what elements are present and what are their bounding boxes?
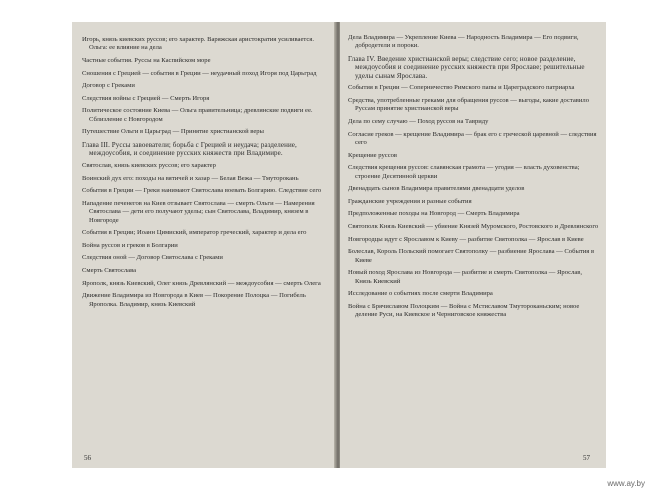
toc-entry: Договор с Греками — [82, 82, 135, 90]
toc-entry: Сношения с Грецией — события в Греции — неудачный поход Игоря под Царьград — [82, 69, 317, 77]
left-page — [72, 22, 336, 468]
toc-entry: Следствия войны с Грецией — Смерть Игоря — [82, 94, 210, 102]
toc-entry: Война с Брячиславом Полоцким — Война с Мстиславом Тмутороканьским; новое деление Руси, на Киевское и Черниговское княжества — [348, 302, 580, 319]
toc-entry: События в Греции; Иоанн Цимиский, император греческий, характер и дела его — [82, 229, 307, 237]
toc-entry: Новгородцы идут с Ярославом к Киеву — разбитие Святополка — Ярослав в Киеве — [348, 235, 584, 243]
toc-entry: Игорь, князь киевских руссов; его характер. Варяжская аристократия усиливается. Ольга: ее влияние на дела — [82, 36, 314, 52]
chapter-heading: Глава IV. Введение христианской веры; следствие сего; новое разделение, междоусобия и соединение русских княжеств при Ярославе; решительные уделы сынам Ярослава. — [348, 55, 585, 80]
toc-entry: Война руссов и греков в Болгарии — [82, 241, 178, 249]
page-number: 56 — [84, 454, 91, 462]
toc-entry: Частные события. Руссы на Каспийском море — [82, 57, 211, 64]
toc-entry: Болеслав, Король Польский помогает Святополку — разбиение Ярослава — События в Киеве — [348, 248, 595, 264]
toc-entry: Воинский дух его: походы на вятичей и хазар — Белая Вежа — Тмуторокань — [82, 174, 299, 182]
toc-entry: Двенадцать сынов Владимира правителями двенадцати уделов — [348, 185, 525, 193]
right-page — [340, 22, 606, 468]
toc-entry: Новый поход Ярослава из Новгорода — разбитие и смерть Святополка — Ярослав, Князь Киевский — [348, 269, 583, 285]
page-number: 57 — [583, 454, 590, 462]
toc-entry: Дела Владимира — Укрепление Киева — Народность Владимира — Его подвиги, добродетели и пороки. — [348, 34, 579, 50]
toc-entry: Святослав, князь киевских руссов; его характер — [82, 161, 216, 169]
toc-entry: Дела по сему случаю — Поход руссов на Тавриду — [348, 118, 489, 125]
toc-entry: События в Греции — Cоперничество Римского папы и Цареградского патриарха — [348, 84, 575, 92]
toc-entry: Исследование о событиях после смерти Владимира — [348, 290, 493, 298]
toc-entry: Следствия оной — Договор Святослава с Греками — [82, 254, 223, 262]
toc-entry: Крещение руссов — [348, 151, 398, 159]
toc-entry: Гражданские учреждения и разные события — [348, 197, 472, 205]
toc-entry: Предположенные походы на Новгород — Смерть Владимира — [348, 210, 520, 218]
open-book — [72, 22, 606, 468]
toc-entry: Смерть Святослава — [82, 266, 137, 274]
watermark: www.ay.by — [607, 479, 645, 488]
toc-entry: Нападение печенегов на Киев отзывает Святослава — смерть Ольги — Намерения Святослава — дети его получают уделы; сын Святослава, Владимир, князем в Новгороде — [82, 199, 315, 224]
toc-entry: Согласие греков — крещение Владимира — брак его с греческой царевной — следствия сего — [348, 130, 597, 146]
toc-entry: Путешествие Ольги в Царьград — Принятие христианской веры — [82, 128, 264, 136]
toc-entry: События в Греции — Греки нанимают Святослава воевать Болгарию. Следствие сего — [82, 187, 322, 195]
toc-entry: Политическое состояние Киева — Ольга правительница; древлянские подвиги ее. Сблизление с Новгородом — [82, 107, 313, 123]
toc-entry: Движение Владимира из Новгорода в Киев — Покорение Полоцка — Погибель Ярополка. Владимир, князь Киевский — [82, 292, 306, 308]
toc-entry: Средства, употребленные греками для обращения руссов — выгоды, какие доставило Руссам принятие христианской веры — [348, 97, 590, 113]
toc-entry: Следствия крещения руссов: славянская грамота — угодия — власть духовенства; строение Десятинной церкви — [348, 164, 580, 180]
toc-entry: Ярополк, князь Киевский, Олег князь Древлянский — междоусобия — смерть Олега — [82, 279, 321, 287]
toc-entry: Святополк Князь Киевский — убиение Князей Муромского, Ростовского и Древлянского — [348, 222, 599, 230]
chapter-heading: Глава III. Руссы завоеватели; борьба с Грецией и неудача; разделение, междоусобия, и соединение русских княжеств при Владимире. — [82, 140, 297, 158]
